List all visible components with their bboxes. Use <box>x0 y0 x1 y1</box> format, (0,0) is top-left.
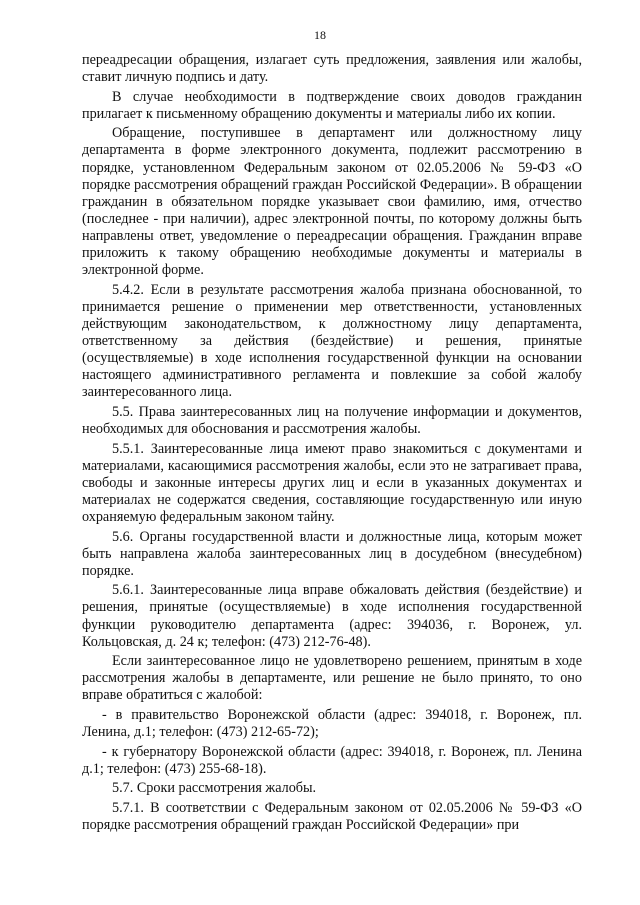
paragraph-5-4-2: 5.4.2. Если в результате рассмотрения жалоба признана обоснованной, то принимается решение о применении мер ответственности, установленных действующим законодательством, к должностному лицу департамента, ответственному за действия (бездействие) и решения, принятые (осуществляемые) в ходе исполнения государственной функции на основании настоящего административного регламента и повлекшие за собой жалобу заинтересованного лица. <box>82 281 582 401</box>
paragraph-5-5-1: 5.5.1. Заинтересованные лица имеют право знакомиться с документами и материалами, касающимися рассмотрения жалобы, если это не затрагивает права, свободы и законные интересы других лиц и если в указанных документах и материалах не содержатся сведения, составляющие государственную или иную охраняемую федеральным законом тайну. <box>82 440 582 525</box>
paragraph-5-6-1: 5.6.1. Заинтересованные лица вправе обжаловать действия (бездействие) и решения, принятые (осуществляемые) в ходе исполнения государственной функции руководителю департамента (адрес: 394036, г. Воронеж, ул. Кольцовская, д. 24 к; телефон: (473) 212-76-48). <box>82 582 582 650</box>
paragraph-electronic-appeal: Обращение, поступившее в департамент или должностному лицу департамента в форме электронного документа, подлежит рассмотрению в порядке, установленном Федеральным законом от 02.05.2006 № 59-ФЗ «О порядке рассмотрения обращений граждан Российской Федерации». В обращении гражданин в обязательном порядке указывает свои фамилию, имя, отчество (последнее - при наличии), адрес электронной почты, по которому должны быть направлены ответ, уведомление о переадресации обращения. Гражданин вправе приложить к такому обращению необходимые документы и материалы в электронной форме. <box>82 125 582 279</box>
paragraph-continuation: переадресации обращения, излагает суть предложения, заявления или жалобы, ставит личную подпись и дату. <box>82 52 582 86</box>
document-body <box>82 52 582 837</box>
list-item-government: - в правительство Воронежской области (адрес: 394018, г. Воронеж, пл. Ленина, д.1; телефон: (473) 212-65-72); <box>82 706 582 741</box>
paragraph-5-6: 5.6. Органы государственной власти и должностные лица, которым может быть направлена жалоба заинтересованных лиц в досудебном (внесудебном) порядке. <box>82 528 582 579</box>
page-number: 18 <box>314 28 326 42</box>
paragraph-5-7: 5.7. Сроки рассмотрения жалобы. <box>112 780 317 797</box>
paragraph-attachments: В случае необходимости в подтверждение своих доводов гражданин прилагает к письменному обращению документы и материалы либо их копии. <box>82 88 582 122</box>
paragraph-5-7-1: 5.7.1. В соответствии с Федеральным законом от 02.05.2006 № 59-ФЗ «О порядке рассмотрения обращений граждан Российской Федерации» при <box>82 799 582 834</box>
paragraph-appeal-options: Если заинтересованное лицо не удовлетворено решением, принятым в ходе рассмотрения жалобы в департаменте, или решение не было принято, то оно вправе обратиться с жалобой: <box>82 653 582 704</box>
paragraph-5-5: 5.5. Права заинтересованных лиц на получение информации и документов, необходимых для обоснования и рассмотрения жалобы. <box>82 403 582 437</box>
list-item-governor: - к губернатору Воронежской области (адрес: 394018, г. Воронеж, пл. Ленина д.1; телефон: (473) 255-68-18). <box>82 743 582 777</box>
